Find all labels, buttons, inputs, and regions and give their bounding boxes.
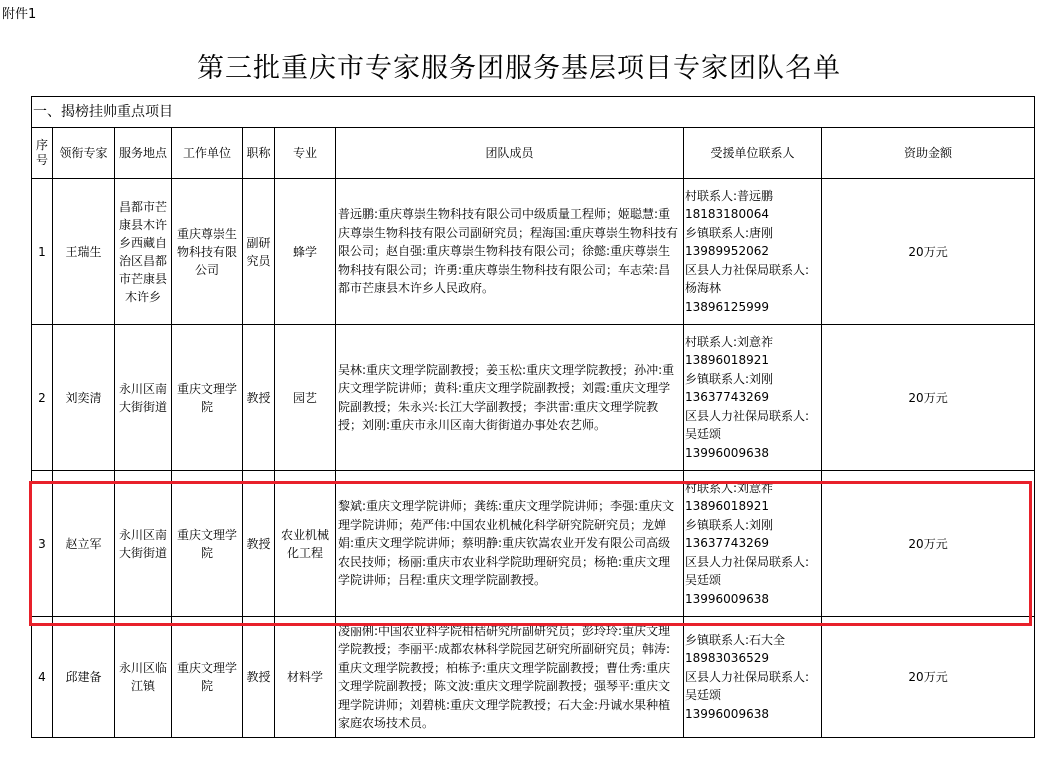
row-funding: 20万元	[822, 617, 1035, 738]
row-location: 昌都市芒康县木许乡西藏自治区昌都市芒康县木许乡	[115, 179, 172, 325]
row-major: 农业机械化工程	[275, 471, 336, 617]
row-lead: 王瑞生	[53, 179, 115, 325]
row-members: 黎斌:重庆文理学院讲师；龚练:重庆文理学院讲师；李强:重庆文理学院讲师；苑严伟:中国农业机械化科学研究院研究员；龙婵娟:重庆文理学院讲师；蔡明静:重庆钦嵩农业开发有限公司高级农民技师；杨丽:重庆市农业科学院助理研究员；杨艳:重庆文理学院讲师；吕程:重庆文理学院副教授。	[336, 471, 684, 617]
row-rank: 教授	[243, 471, 275, 617]
table-row	[32, 179, 1035, 325]
expert-team-table	[31, 96, 1035, 738]
table-row	[32, 325, 1035, 471]
row-location: 永川区临江镇	[115, 617, 172, 738]
header-index: 序号	[32, 128, 53, 179]
row-rank: 副研究员	[243, 179, 275, 325]
row-lead: 邱建备	[53, 617, 115, 738]
row-index: 2	[32, 325, 53, 471]
row-contact: 村联系人:普远鹏 18183180064 乡镇联系人:唐刚 13989952062 区县人力社保局联系人:杨海林 13896125999	[684, 179, 822, 325]
row-funding: 20万元	[822, 179, 1035, 325]
row-major: 园艺	[275, 325, 336, 471]
row-contact: 村联系人:刘意祚 13896018921 乡镇联系人:刘刚 13637743269 区县人力社保局联系人:吴廷颂 13996009638	[684, 325, 822, 471]
row-index: 3	[32, 471, 53, 617]
header-unit: 工作单位	[172, 128, 243, 179]
row-lead: 赵立军	[53, 471, 115, 617]
row-rank: 教授	[243, 617, 275, 738]
header-members: 团队成员	[336, 128, 684, 179]
row-index: 4	[32, 617, 53, 738]
section-row	[32, 97, 1035, 128]
row-members: 普远鹏:重庆尊崇生物科技有限公司中级质量工程师；姬聪慧:重庆尊崇生物科技有限公司副研究员；程海国:重庆尊崇生物科技有限公司；赵自强:重庆尊崇生物科技有限公司；徐懿:重庆尊崇生物科技有限公司；许勇:重庆尊崇生物科技有限公司；车志荣:昌都市芒康县木许乡人民政府。	[336, 179, 684, 325]
header-rank: 职称	[243, 128, 275, 179]
header-row	[32, 128, 1035, 179]
row-members: 吴林:重庆文理学院副教授；姜玉松:重庆文理学院教授；孙冲:重庆文理学院讲师；黄科:重庆文理学院副教授；刘霞:重庆文理学院副教授；朱永兴:长江大学副教授；李洪雷:重庆文理学院教授；刘刚:重庆市永川区南大街街道办事处农艺师。	[336, 325, 684, 471]
row-index: 1	[32, 179, 53, 325]
row-major: 蜂学	[275, 179, 336, 325]
row-contact: 乡镇联系人:石大全 18983036529 区县人力社保局联系人:吴廷颂 13996009638	[684, 617, 822, 738]
table-row	[32, 617, 1035, 738]
table-row	[32, 471, 1035, 617]
header-funding: 资助金额	[822, 128, 1035, 179]
header-major: 专业	[275, 128, 336, 179]
row-location: 永川区南大街街道	[115, 471, 172, 617]
attachment-label: 附件1	[2, 7, 37, 22]
header-lead: 领衔专家	[53, 128, 115, 179]
row-funding: 20万元	[822, 471, 1035, 617]
row-unit: 重庆文理学院	[172, 325, 243, 471]
row-unit: 重庆文理学院	[172, 471, 243, 617]
row-major: 材料学	[275, 617, 336, 738]
row-contact: 村联系人:刘意祚 13896018921 乡镇联系人:刘刚 13637743269 区县人力社保局联系人:吴廷颂 13996009638	[684, 471, 822, 617]
header-contact: 受援单位联系人	[684, 128, 822, 179]
row-lead: 刘奕清	[53, 325, 115, 471]
section-label: 一、揭榜挂帅重点项目	[32, 97, 1035, 128]
row-rank: 教授	[243, 325, 275, 471]
row-location: 永川区南大街街道	[115, 325, 172, 471]
row-unit: 重庆尊崇生物科技有限公司	[172, 179, 243, 325]
header-location: 服务地点	[115, 128, 172, 179]
row-funding: 20万元	[822, 325, 1035, 471]
row-unit: 重庆文理学院	[172, 617, 243, 738]
page-title: 第三批重庆市专家服务团服务基层项目专家团队名单	[197, 53, 841, 84]
row-members: 凌丽俐:中国农业科学院柑桔研究所副研究员；彭玲玲:重庆文理学院教授；李丽平:成都农林科学院园艺研究所副研究员；韩涛:重庆文理学院教授；柏栋予:重庆文理学院副教授；曹仕秀:重庆文理学院副教授；陈文波:重庆文理学院副教授；强琴平:重庆文理学院讲师；刘碧桃:重庆文理学院教授；石大金:丹诚水果种植家庭农场技术员。	[336, 617, 684, 738]
